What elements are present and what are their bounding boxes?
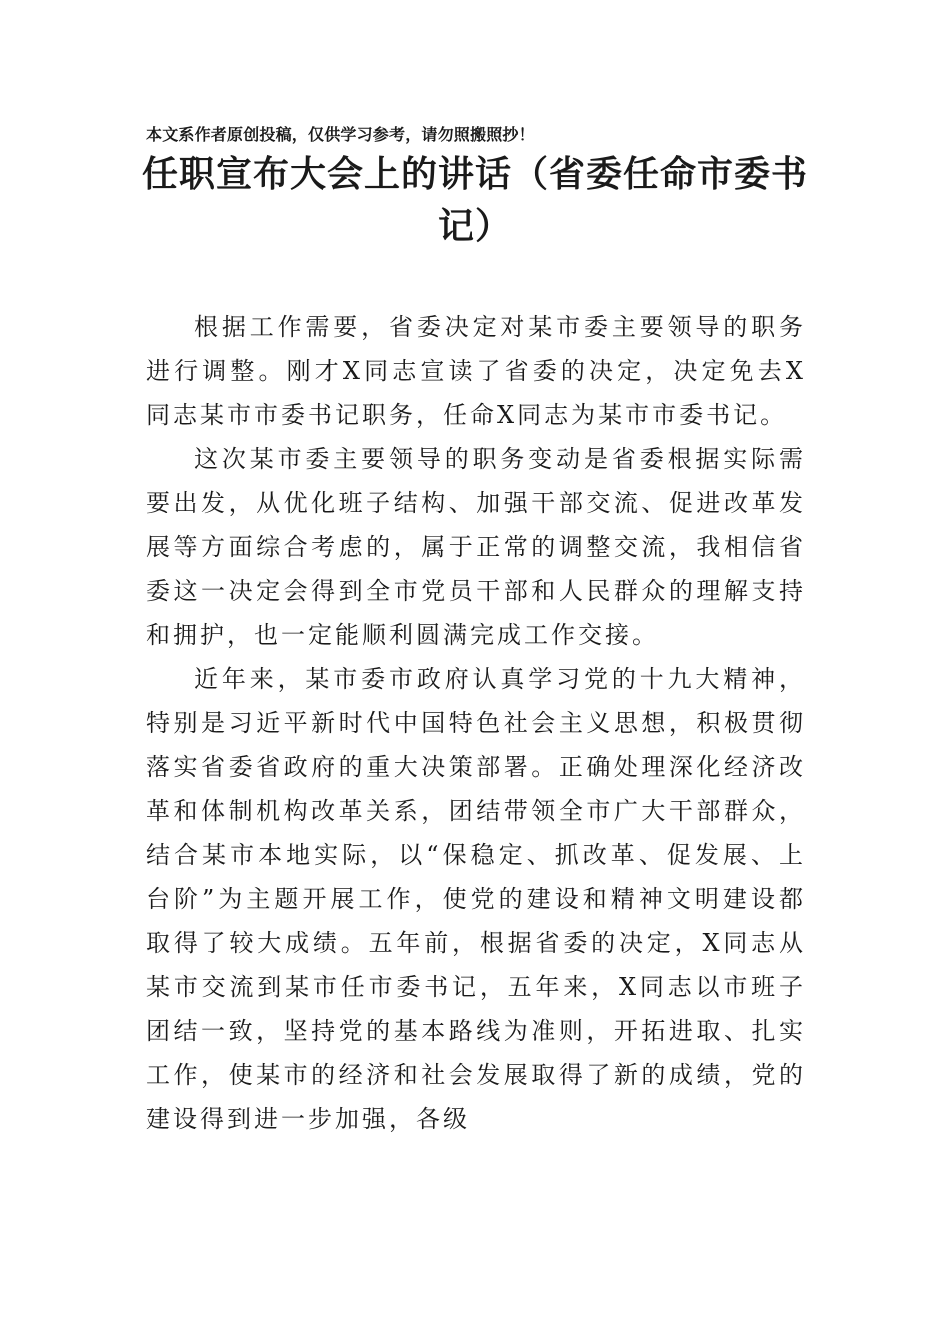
paragraph: 这次某市委主要领导的职务变动是省委根据实际需要出发，从优化班子结构、加强干部交流、促进改革发展等方面综合考虑的，属于正常的调整交流，我相信省委这一决定会得到全市党员干部和人民群众的理解支持和拥护，也一定能顺利圆满完成工作交接。 bbox=[146, 445, 806, 649]
paragraph: 近年来，某市委市政府认真学习党的十九大精神，特别是习近平新时代中国特色社会主义思想，积极贯彻落实省委省政府的重大决策部署。正确处理深化经济改革和体制机构改革关系，团结带领全市广大干部群众，结合某市本地实际，以“保稳定、抓改革、促发展、上台阶”为主题开展工作，使党的建设和精神文明建设都取得了较大成绩。五年前，根据省委的决定，X同志从某市交流到某市任市委书记，五年来，X同志以市班子团结一致，坚持党的基本路线为准则，开拓进取、扎实工作，使某市的经济和社会发展取得了新的成绩，党的建设得到进一步加强，各级 bbox=[146, 665, 806, 1133]
document-body bbox=[146, 305, 806, 1141]
paragraph: 根据工作需要，省委决定对某市委主要领导的职务进行调整。刚才X同志宣读了省委的决定，决定免去X同志某市市委书记职务，任命X同志为某市市委书记。 bbox=[146, 313, 806, 429]
document-title: 任职宣布大会上的讲话（省委任命市委书记） bbox=[141, 153, 808, 247]
copyright-notice: 本文系作者原创投稿，仅供学习参考，请勿照搬照抄！ bbox=[146, 125, 535, 144]
